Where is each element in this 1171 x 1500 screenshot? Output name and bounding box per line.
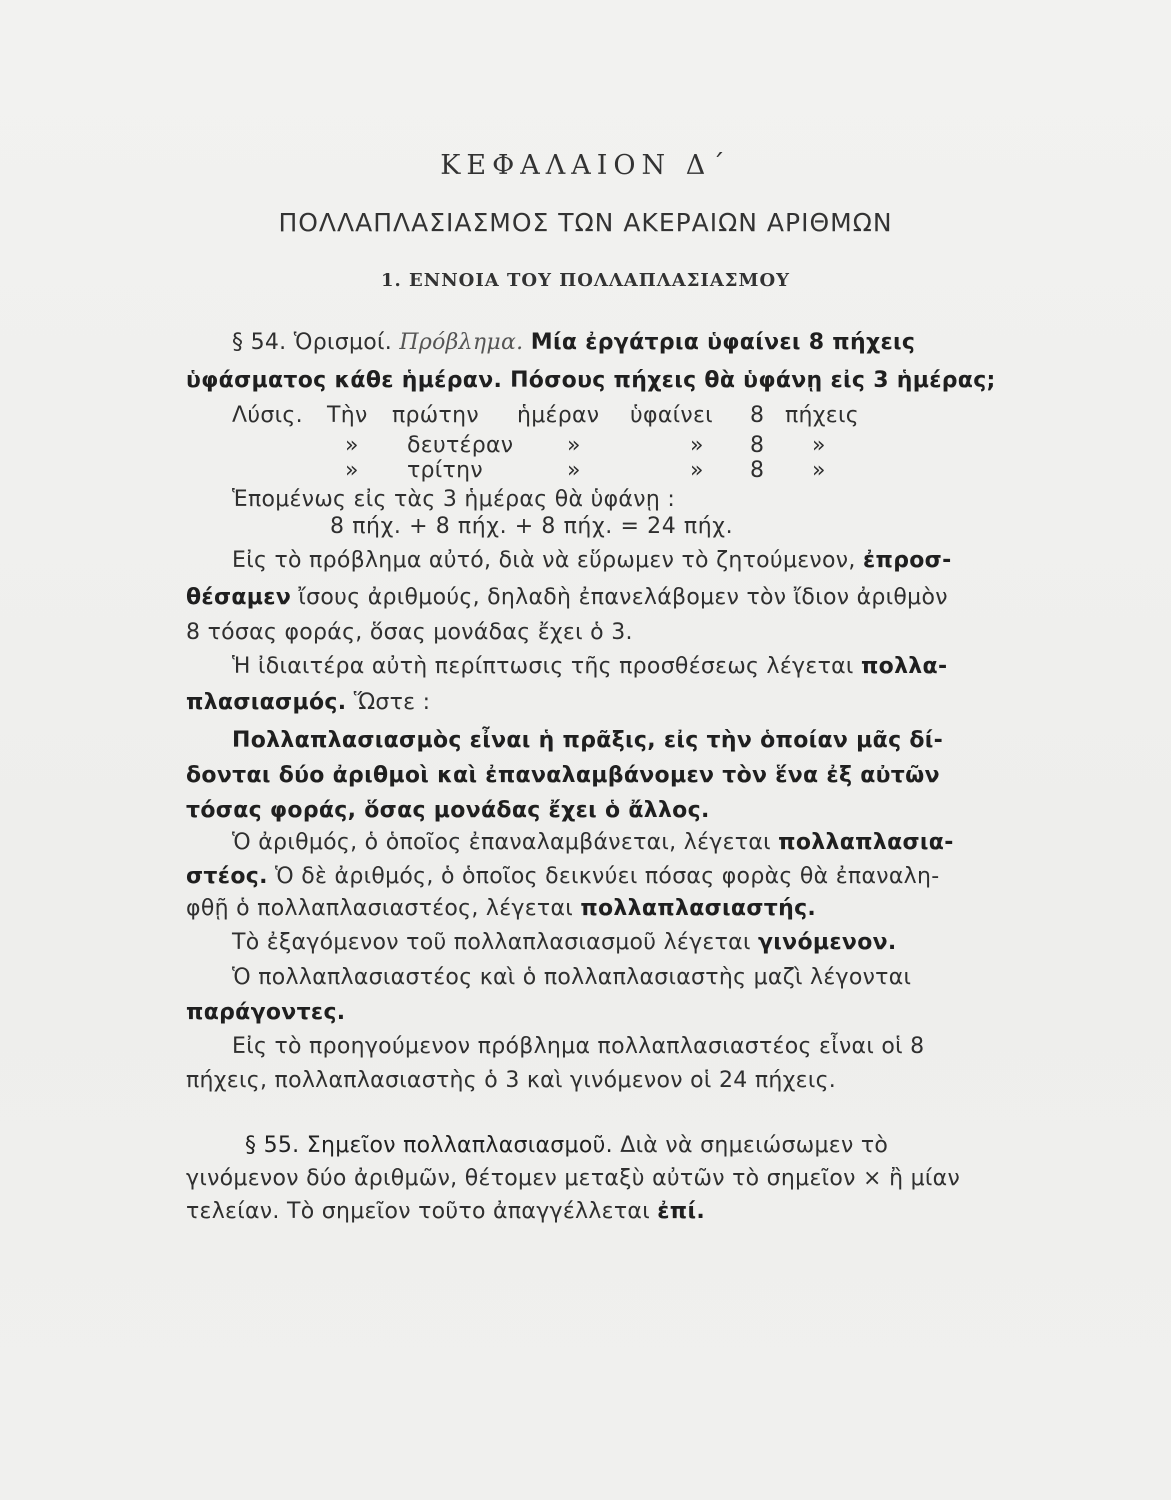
solution-row-1-b: πρώτην (392, 403, 479, 428)
solution-row-2-b: δευτέραν (407, 433, 514, 458)
paragraph-1-line-2 (186, 585, 948, 610)
paragraph-4-line-1 (232, 930, 897, 955)
problem-label: Πρόβλημα. (399, 330, 531, 355)
paragraph-1-line-3: 8 τόσας φοράς, ὅσας μονάδας ἔχει ὁ 3. (186, 620, 633, 645)
solution-label: Λύσις. (232, 403, 303, 428)
solution-row-2-d: » (690, 433, 704, 458)
solution-row-1-c: ἡμέραν (517, 403, 600, 428)
solution-therefore: Ἑπομένως εἰς τὰς 3 ἡμέρας θὰ ὑφάνῃ : (232, 487, 676, 512)
paragraph-2-line-1 (232, 654, 947, 679)
emphasis-term: γινόμενον. (758, 930, 897, 955)
definition-line-2: δονται δύο ἀριθμοὶ καὶ ἐπαναλαμβάνομεν τὸν ἕνα ἐξ αὐτῶν (186, 763, 940, 788)
section-title: 1. ΕΝΝΟΙΑ ΤΟΥ ΠΟΛΛΑΠΛΑΣΙΑΣΜΟΥ (380, 270, 790, 291)
paragraph-text: τελείαν. Τὸ σημεῖον τοῦτο ἀπαγγέλλεται (186, 1199, 658, 1224)
solution-row-2-a: » (345, 433, 359, 458)
chapter-title: ΚΕΦΑΛΑΙΟΝ Δ΄ (440, 150, 731, 181)
solution-row-3-e: 8 (750, 458, 765, 483)
problem-text: Μία ἐργάτρια ὑφαίνει 8 πήχεις (530, 330, 916, 355)
emphasis-term: πλασιασμός. (186, 690, 347, 715)
emphasis-term: πολλαπλασια- (778, 830, 954, 855)
paragraph-55-line-2: γινόμενον δύο ἀριθμῶν, θέτομεν μεταξὺ αὐτῶν τὸ σημεῖον × ἢ μίαν (186, 1166, 961, 1191)
solution-row-1-e: 8 (750, 403, 765, 428)
paragraph-text: Διὰ νὰ σημειώσωμεν τὸ (612, 1133, 889, 1158)
solution-equation: 8 πήχ. + 8 πήχ. + 8 πήχ. = 24 πήχ. (330, 514, 734, 539)
solution-row-3-a: » (345, 458, 359, 483)
paragraph-heading: § 55. Σημεῖον πολλαπλασιασμοῦ. (245, 1133, 613, 1158)
paragraph-55-line-3 (186, 1199, 705, 1224)
emphasis-term: θέσαμεν (186, 585, 292, 610)
emphasis-term: πολλαπλασιαστής. (580, 896, 817, 921)
chapter-subtitle: ΠΟΛΛΑΠΛΑΣΙΑΣΜΟΣ ΤΩΝ ΑΚΕΡΑΙΩΝ ΑΡΙΘΜΩΝ (278, 208, 893, 237)
definition-line-1: Πολλαπλασιασμὸς εἶναι ἡ πρᾶξις, εἰς τὴν ὁποίαν μᾶς δί- (232, 728, 944, 753)
paragraph-3-line-1 (232, 830, 954, 855)
emphasis-term: στέος. (186, 864, 268, 889)
paragraph-6-line-1: Εἰς τὸ προηγούμενον πρόβλημα πολλαπλασιαστέος εἶναι οἱ 8 (232, 1034, 925, 1059)
paragraph-6-line-2: πήχεις, πολλαπλασιαστὴς ὁ 3 καὶ γινόμενον οἱ 24 πήχεις. (186, 1068, 837, 1093)
paragraph-3-line-3 (186, 896, 816, 921)
emphasis-term: ἐπροσ- (862, 548, 952, 573)
paragraph-heading: Ὁρισμοί. (293, 330, 400, 355)
solution-row-3-f: » (812, 458, 826, 483)
emphasis-term: πολλα- (860, 654, 948, 679)
solution-row-1-d: ὑφαίνει (630, 403, 713, 428)
paragraph-text: Ὥστε : (346, 690, 431, 715)
solution-row-2-c: » (567, 433, 581, 458)
paragraph-text: ἴσους ἀριθμούς, δηλαδὴ ἐπανελάβομεν τὸν ἴδιον ἀριθμὸν (291, 585, 948, 610)
paragraph-text: φθῇ ὁ πολλαπλασιαστέος, λέγεται (186, 896, 581, 921)
paragraph-55-line-1 (245, 1133, 888, 1158)
solution-row-2-f: » (812, 433, 826, 458)
paragraph-text: Ὁ δὲ ἀριθμός, ὁ ὁποῖος δεικνύει πόσας φορὰς θὰ ἐπαναλη- (267, 864, 940, 889)
paragraph-text: Τὸ ἐξαγόμενον τοῦ πολλαπλασιασμοῦ λέγεται (232, 930, 759, 955)
paragraph-54-line-1 (232, 330, 915, 355)
paragraph-number: § 54. (232, 330, 294, 355)
solution-row-1-f: πήχεις (785, 403, 859, 428)
emphasis-term: ἐπί. (657, 1199, 706, 1224)
paragraph-text: Ὁ ἀριθμός, ὁ ὁποῖος ἐπαναλαμβάνεται, λέγεται (232, 830, 779, 855)
solution-row-3-b: τρίτην (407, 458, 483, 483)
paragraph-3-line-2 (186, 864, 939, 889)
paragraph-2-line-2 (186, 690, 430, 715)
paragraph-text: Ἡ ἰδιαιτέρα αὐτὴ περίπτωσις τῆς προσθέσεως λέγεται (232, 654, 861, 679)
solution-row-2-e: 8 (750, 433, 765, 458)
paragraph-5-line-1: Ὁ πολλαπλασιαστέος καὶ ὁ πολλαπλασιαστὴς μαζὶ λέγονται (232, 965, 912, 990)
solution-row-1-a: Τὴν (327, 403, 368, 428)
solution-row-3-c: » (567, 458, 581, 483)
paragraph-1-line-1 (232, 548, 952, 573)
solution-row-3-d: » (690, 458, 704, 483)
paragraph-text: Εἰς τὸ πρόβλημα αὐτό, διὰ νὰ εὕρωμεν τὸ ζητούμενον, (232, 548, 863, 573)
paragraph-54-line-2: ὑφάσματος κάθε ἡμέραν. Πόσους πήχεις θὰ ὑφάνῃ εἰς 3 ἡμέρας; (186, 368, 996, 393)
paragraph-5-line-2: παράγοντες. (186, 1000, 346, 1025)
definition-line-3: τόσας φοράς, ὅσας μονάδας ἔχει ὁ ἄλλος. (186, 798, 710, 823)
